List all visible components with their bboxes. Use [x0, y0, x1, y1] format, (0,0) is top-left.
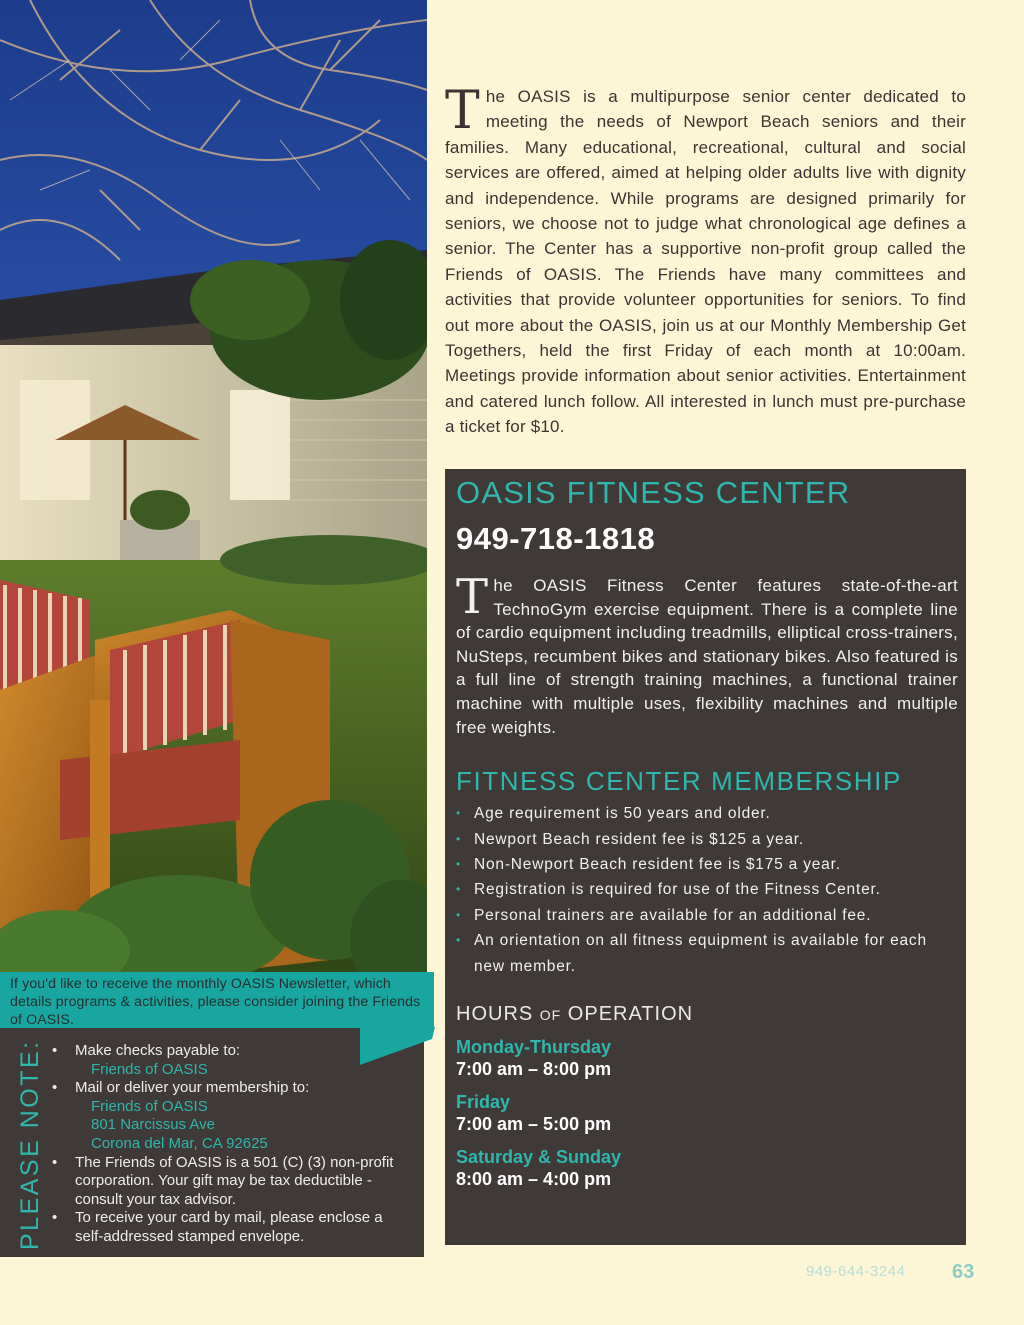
fitness-dropcap: T	[456, 569, 489, 625]
hours-title-part: OF	[539, 1007, 562, 1023]
hours-day: Friday	[456, 1092, 511, 1112]
hours-time: 8:00 am – 4:00 pm	[456, 1169, 612, 1189]
list-item: • Newport Beach resident fee is $125 a year.	[456, 827, 958, 852]
hours-day: Saturday & Sunday	[456, 1147, 622, 1167]
note-address-line: 801 Narcissus Ave	[91, 1116, 215, 1134]
fitness-description	[456, 569, 958, 739]
list-item: • An orientation on all fitness equipment is available for each new member.	[456, 928, 958, 979]
list-item	[52, 1154, 412, 1210]
list-item: • Registration is required for use of the Fitness Center.	[456, 877, 958, 902]
list-item	[52, 1042, 412, 1079]
list-item	[52, 1079, 412, 1153]
intro-text: he OASIS is a multipurpose senior center dedicated to meeting the needs of Newport Beach seniors and their families. Many educational, recreational, cultural and social services are offered, aimed at helping older adults live with dignity and independence. While programs are designed primarily for seniors, we choose not to judge what chronological age defines a senior. The Center has a supportive non-profit group called the Friends of OASIS. The Friends have many committees and activities that provide volunteer opportunities for seniors. To find out more about the OASIS, join us at our Monthly Membership Get Togethers, held the first Friday of each month at 10:00am. Meetings provide information about senior activities. Entertainment and catered lunch follow. All interested in lunch must pre-purchase a ticket for $10.	[445, 87, 966, 437]
footer-phone: 949-644-3244	[806, 1263, 906, 1280]
intro-paragraph	[445, 81, 966, 440]
note-address-line: Friends of OASIS	[91, 1097, 208, 1115]
fitness-title: OASIS FITNESS CENTER	[456, 475, 851, 510]
list-item: • Personal trainers are available for an additional fee.	[456, 903, 958, 928]
list-item: • Non-Newport Beach resident fee is $175 a year.	[456, 852, 958, 877]
fitness-text: he OASIS Fitness Center features state-of-the-art TechnoGym exercise equipment. There is a complete line of cardio equipment including treadmills, elliptical cross-trainers, NuSteps, recumbent bikes and stationary bikes. Also featured is a full line of strength training machines, a functional trainer machine with multiple uses, flexibility machines and multiple free weights.	[456, 576, 958, 737]
patio-photo-illustration	[0, 0, 427, 1000]
fitness-phone: 949-718-1818	[456, 521, 656, 556]
note-address-line: Friends of OASIS	[91, 1060, 208, 1078]
note-text: Mail or deliver your membership to:	[75, 1079, 310, 1097]
membership-title: FITNESS CENTER MEMBERSHIP	[456, 766, 902, 797]
note-text: To receive your card by mail, please enclose a self-addressed stamped envelope.	[75, 1209, 383, 1245]
hours-day: Monday-Thursday	[456, 1037, 612, 1057]
list-item: • Age requirement is 50 years and older.	[456, 801, 958, 826]
hours-time: 7:00 am – 8:00 pm	[456, 1059, 612, 1079]
list-item	[52, 1209, 412, 1246]
hours-time: 7:00 am – 5:00 pm	[456, 1114, 612, 1134]
patio-photo	[0, 0, 427, 1000]
hours-title-part: HOURS	[456, 1003, 540, 1025]
membership-list	[456, 801, 958, 979]
note-text: The Friends of OASIS is a 501 (C) (3) non-profit corporation. Your gift may be tax deductible - consult your tax advisor.	[75, 1153, 394, 1208]
hours-title-part: OPERATION	[561, 1003, 694, 1025]
intro-dropcap: T	[445, 81, 480, 141]
please-note-list	[52, 1042, 412, 1247]
page-number: 63	[952, 1261, 975, 1283]
fitness-panel	[445, 469, 966, 1245]
please-note-label: PLEASE NOTE:	[16, 1039, 44, 1250]
note-address-line: Corona del Mar, CA 92625	[91, 1134, 268, 1152]
hours-title	[456, 1001, 958, 1028]
newsletter-note: If you'd like to receive the monthly OASIS Newsletter, which details programs & activities, please consider joining the Friends of OASIS.	[0, 972, 434, 1028]
note-text: Make checks payable to:	[75, 1042, 241, 1059]
